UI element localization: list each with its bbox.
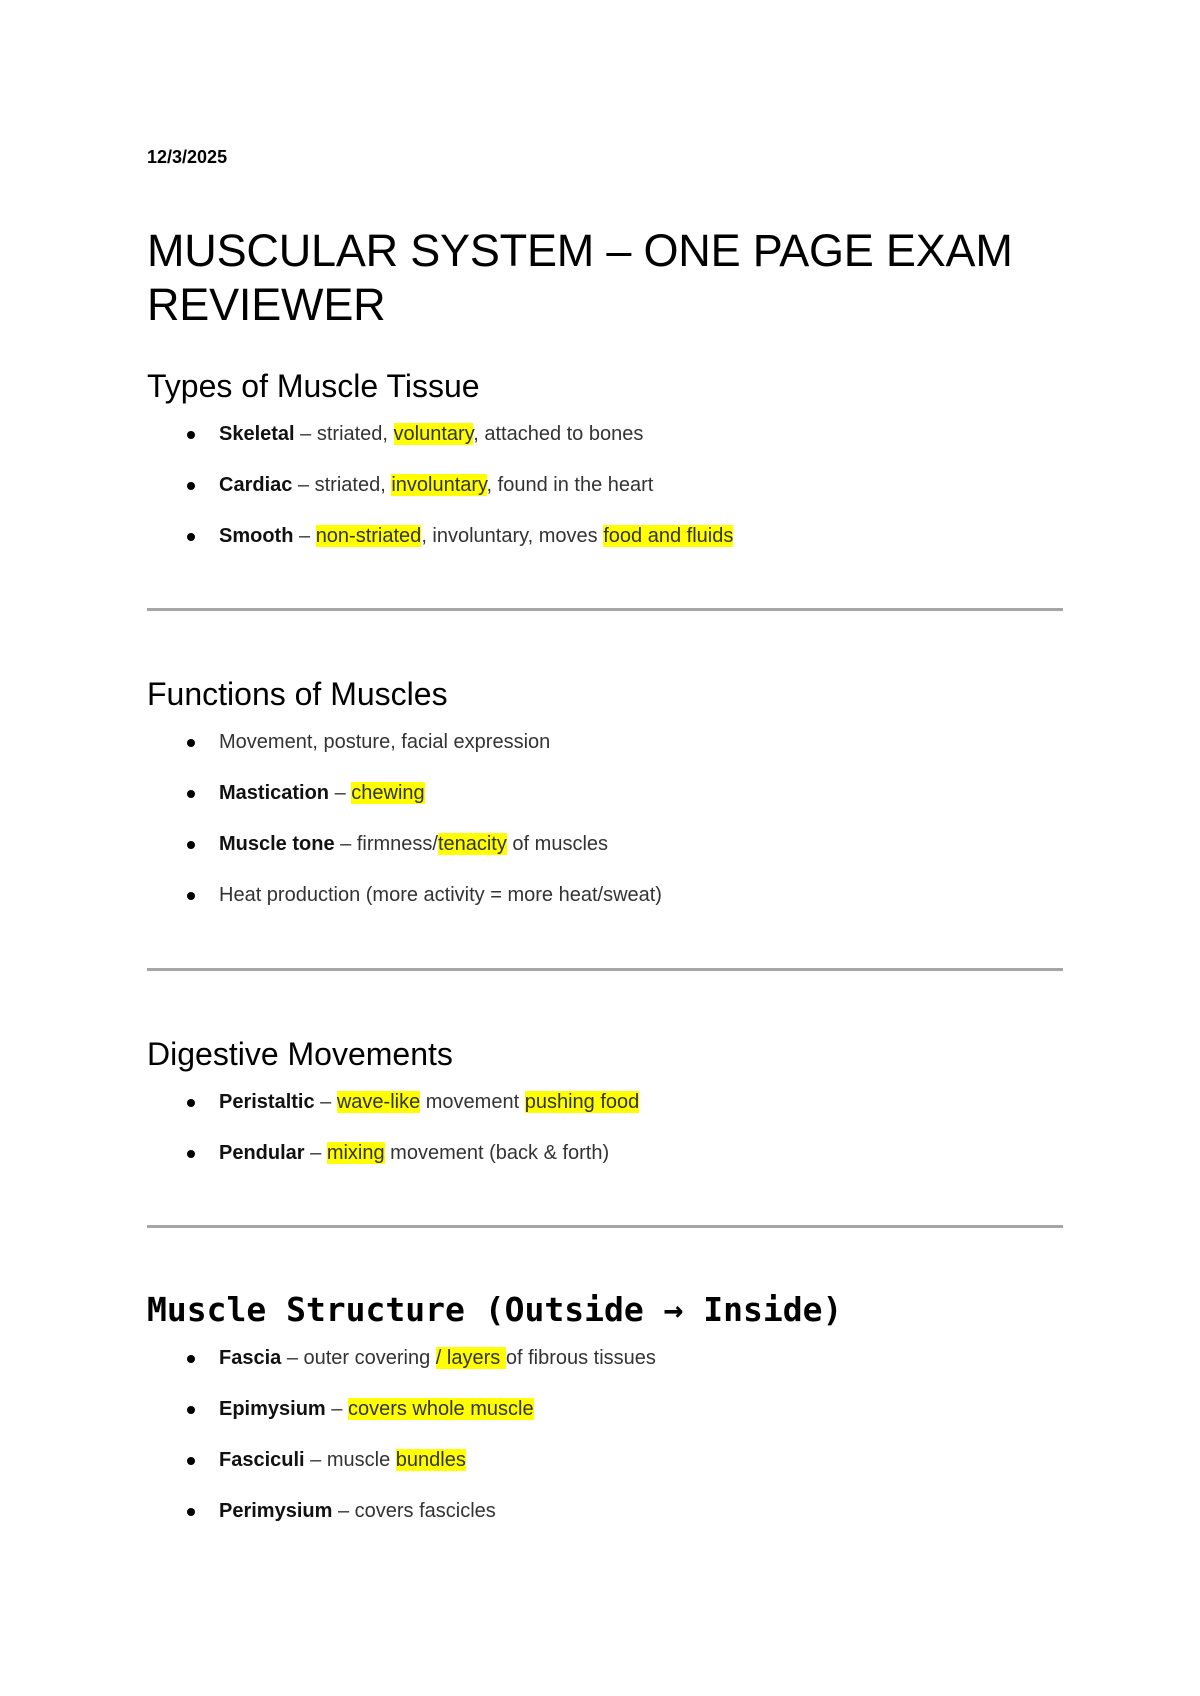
list-item-text: Movement, posture, facial expression bbox=[219, 731, 551, 753]
section-digestive-movements bbox=[147, 1034, 1063, 1192]
list-item-text: – bbox=[329, 782, 352, 804]
document-title: MUSCULAR SYSTEM – ONE PAGE EXAM REVIEWER bbox=[147, 225, 1013, 330]
list-item bbox=[147, 422, 1063, 473]
list-item-text: – outer covering bbox=[281, 1347, 436, 1369]
horizontal-rule bbox=[147, 1225, 1063, 1228]
bullet-icon bbox=[187, 1508, 195, 1516]
list-item bbox=[147, 1397, 1063, 1448]
list-item-text: Heat production (more activity = more heat/sweat) bbox=[219, 884, 662, 906]
highlighted-text: pushing food bbox=[524, 1091, 640, 1113]
list-item-text: – striated, bbox=[294, 423, 394, 445]
list-item bbox=[147, 832, 1063, 883]
section-heading: Types of Muscle Tissue bbox=[147, 368, 480, 404]
list-item-text: of fibrous tissues bbox=[505, 1347, 656, 1369]
list-item-text: – bbox=[325, 1398, 348, 1420]
highlighted-text: non-striated bbox=[315, 525, 422, 547]
list-item bbox=[147, 1090, 1063, 1141]
list-item-term: Fascia bbox=[219, 1347, 282, 1369]
list-item-text: , involuntary, moves bbox=[421, 525, 604, 547]
highlighted-text: / layers bbox=[435, 1347, 506, 1369]
list-item bbox=[147, 1346, 1063, 1397]
list-item bbox=[147, 730, 1063, 781]
highlighted-text: food and fluids bbox=[603, 525, 734, 547]
highlighted-text: tenacity bbox=[437, 833, 507, 855]
bullet-icon bbox=[187, 1457, 195, 1465]
list-item-text: movement bbox=[420, 1091, 525, 1113]
list-item-term: Epimysium bbox=[219, 1398, 326, 1420]
bullet-icon bbox=[187, 1355, 195, 1363]
list-item-term: Smooth bbox=[219, 525, 294, 547]
section-heading: Functions of Muscles bbox=[147, 676, 448, 712]
list-item bbox=[147, 1499, 1063, 1550]
list-item bbox=[147, 883, 1063, 934]
list-item-term: Cardiac bbox=[219, 474, 293, 496]
list-item-text: – firmness/ bbox=[334, 833, 438, 855]
highlighted-text: voluntary bbox=[393, 423, 474, 445]
list-item-text: movement (back & forth) bbox=[384, 1142, 610, 1164]
list-item-term: Fasciculi bbox=[219, 1449, 305, 1471]
list-item-text: of muscles bbox=[506, 833, 609, 855]
section-heading: Muscle Structure (Outside → Inside) bbox=[147, 1290, 843, 1329]
highlighted-text: involuntary bbox=[391, 474, 487, 496]
list-item-text: – bbox=[304, 1142, 327, 1164]
list-item-term: Peristaltic bbox=[219, 1091, 315, 1113]
bullet-list bbox=[147, 422, 1063, 575]
bullet-icon bbox=[187, 790, 195, 798]
list-item bbox=[147, 473, 1063, 524]
bullet-icon bbox=[187, 431, 195, 439]
section-types-of-muscle-tissue bbox=[147, 366, 1063, 575]
list-item-text: – covers fascicles bbox=[332, 1500, 496, 1522]
horizontal-rule bbox=[147, 608, 1063, 611]
horizontal-rule bbox=[147, 968, 1063, 971]
bullet-icon bbox=[187, 892, 195, 900]
list-item bbox=[147, 1448, 1063, 1499]
bullet-icon bbox=[187, 533, 195, 541]
bullet-icon bbox=[187, 1099, 195, 1107]
section-functions-of-muscles bbox=[147, 674, 1063, 934]
bullet-icon bbox=[187, 482, 195, 490]
bullet-list bbox=[147, 1346, 1063, 1550]
bullet-icon bbox=[187, 841, 195, 849]
list-item bbox=[147, 781, 1063, 832]
bullet-icon bbox=[187, 1150, 195, 1158]
highlighted-text: wave-like bbox=[336, 1091, 421, 1113]
highlighted-text: bundles bbox=[395, 1449, 466, 1471]
list-item-text: – bbox=[293, 525, 316, 547]
bullet-icon bbox=[187, 739, 195, 747]
list-item-text: , attached to bones bbox=[473, 423, 644, 445]
list-item-term: Muscle tone bbox=[219, 833, 335, 855]
bullet-list bbox=[147, 1090, 1063, 1192]
highlighted-text: mixing bbox=[326, 1142, 385, 1164]
highlighted-text: chewing bbox=[351, 782, 425, 804]
highlighted-text: covers whole muscle bbox=[347, 1398, 534, 1420]
list-item-term: Pendular bbox=[219, 1142, 305, 1164]
bullet-icon bbox=[187, 1406, 195, 1414]
section-muscle-structure bbox=[147, 1290, 1063, 1550]
list-item-term: Mastication bbox=[219, 782, 330, 804]
bullet-list bbox=[147, 730, 1063, 934]
list-item-term: Skeletal bbox=[219, 423, 295, 445]
list-item bbox=[147, 524, 1063, 575]
list-item-term: Perimysium bbox=[219, 1500, 333, 1522]
section-heading: Digestive Movements bbox=[147, 1036, 453, 1072]
list-item bbox=[147, 1141, 1063, 1192]
document-date: 12/3/2025 bbox=[147, 147, 228, 167]
list-item-text: , found in the heart bbox=[486, 474, 654, 496]
list-item-text: – bbox=[314, 1091, 337, 1113]
list-item-text: – muscle bbox=[304, 1449, 396, 1471]
list-item-text: – striated, bbox=[292, 474, 392, 496]
